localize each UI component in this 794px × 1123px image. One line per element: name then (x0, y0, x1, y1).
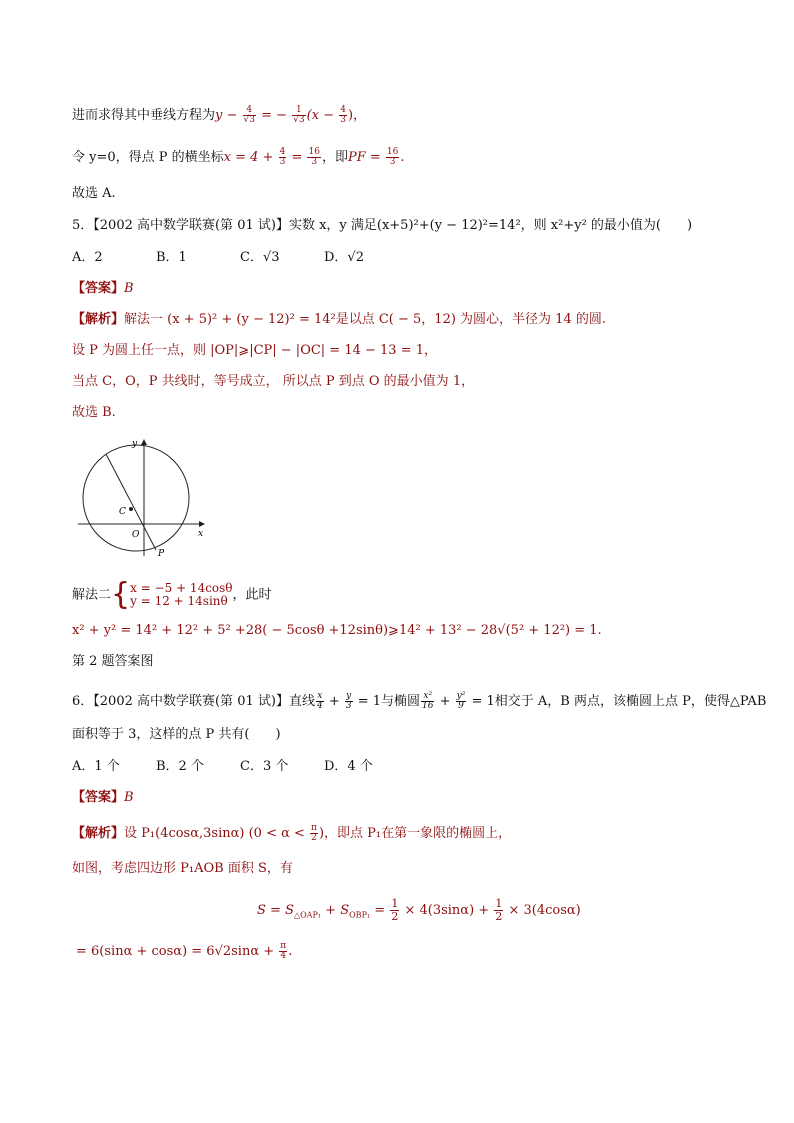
fraction: $\frac{y}{3}$ (345, 691, 352, 711)
fraction: $\frac{1}{2}$ (391, 897, 399, 923)
diameter-line (106, 454, 156, 550)
analysis-5-line-4: 故选 B. (72, 405, 116, 420)
perpendicular-bisector-line: 进而求得其中垂线方程为y − $\frac{4}{√3}$ = − $\frac{1}{√3}$ (x − $\frac{4}{3}$ )， (72, 105, 367, 125)
circle-figure (72, 436, 212, 560)
fraction: $\frac{4}{3}$ (279, 147, 286, 167)
analysis-5-line-3: 当点 C，O，P 共线时，等号成立， 所以点 P 到点 O 的最小值为 1， (72, 374, 475, 389)
option-b: B．1 (156, 250, 187, 265)
option-c: C．√3 (240, 250, 280, 265)
question-6-line-2: 面积等于 3，这样的点 P 共有( ) (72, 727, 281, 742)
fraction: $\frac{\pi}{4}$ (280, 941, 287, 961)
option-a: A．2 (72, 250, 103, 265)
analysis-label: 【解析】 (72, 312, 125, 327)
option-b: B．2 个 (156, 759, 204, 774)
analysis-5-line-2: 设 P 为圆上任一点，则 |OP|⩾|CP| − |OC| = 14 − 13 = 1， (72, 343, 438, 358)
point-p-x-coordinate-line: 令 y=0，得点 P 的横坐标x = 4 + $\frac{4}{3}$ = $\frac{16}{3}$ ，即PF = $\frac{16}{3}$ . (72, 147, 405, 167)
fraction: $\frac{16}{3}$ (386, 147, 399, 167)
answer-label: 【答案】 (72, 281, 125, 296)
analysis-6-line-1: 【解析】设 P₁(4cosα,3sinα) (0 < α < $\frac{\pi}{2}$ )，即点 P₁在第一象限的椭圆上， (72, 823, 512, 843)
fraction: $\frac{\text{y²}}{9}$ (456, 691, 466, 711)
fraction: $\frac{\pi}{2}$ (311, 823, 317, 843)
o-label: O (132, 530, 140, 540)
analysis-5-line-1: 【解析】解法一 (x + 5)² + (y − 12)² = 14²是以点 C( − 5，12) 为圆心，半径为 14 的圆. (72, 312, 606, 327)
p-label: P (158, 549, 165, 559)
choose-answer-a: 故选 A. (72, 186, 116, 201)
y-label: y (132, 439, 138, 449)
analysis-label: 【解析】 (72, 826, 125, 841)
area-formula: $S = S_{\triangle OAP_1} + S_{OBP_1}$ = $\frac{1}{2}$ × 4(3sinα) + $\frac{1}{2}$ × 3(4cosα) (257, 897, 581, 923)
x-label: x (198, 529, 204, 539)
question-6-line-1: 6．【2002 高中数学联赛(第 01 试)】直线 $\frac{x}{4}$ + $\frac{y}{3}$ = 1与椭圆 $\frac{\text{x²}}{16}$ + $\frac{\text{y²}}{9}$ = 1相交于 A，B 两点，该椭圆上点 P，使得△PAB (72, 691, 767, 711)
question-6-options (72, 759, 373, 775)
figure-caption: 第 2 题答案图 (72, 654, 154, 669)
option-c: C．3 个 (240, 759, 289, 774)
answer-label: 【答案】 (72, 790, 125, 805)
analysis-6-line-2: 如图，考虑四边形 P₁AOB 面积 S，有 (72, 861, 293, 876)
c-label: C (119, 507, 126, 517)
option-d: D．√2 (324, 250, 364, 265)
fraction: $\frac{1}{2}$ (495, 897, 503, 923)
answer-value: B (124, 790, 134, 805)
fraction: $\frac{4}{3}$ (340, 105, 346, 125)
analysis-5-method-2: 解法二{ x = −5 + 14cosθ y = 12 + 14sinθ ，此时 (72, 577, 272, 612)
center-point (129, 507, 133, 511)
fraction: $\frac{4}{√3}$ (243, 105, 255, 125)
analysis-5-method-2-result: x² + y² = 14² + 12² + 5² +28( − 5cosθ +12sinθ)⩾14² + 13² − 28√(5² + 12²) = 1. (72, 623, 602, 638)
question-5: 5．【2002 高中数学联赛(第 01 试)】实数 x，y 满足(x+5)²+(y − 12)²=14²，则 x²+y² 的最小值为( ) (72, 218, 693, 233)
fraction: $\frac{\text{x²}}{16}$ (422, 691, 434, 711)
parametric-system: x = −5 + 14cosθ y = 12 + 14sinθ (130, 581, 233, 608)
fraction: $\frac{1}{√3}$ (293, 105, 305, 125)
fraction: $\frac{x}{4}$ (316, 691, 323, 711)
brace: { (111, 577, 131, 612)
fraction: $\frac{16}{3}$ (308, 147, 320, 167)
option-d: D．4 个 (324, 759, 373, 774)
answer-6 (72, 790, 134, 806)
answer-5 (72, 281, 134, 297)
answer-value: B (124, 281, 134, 296)
question-5-options (72, 250, 364, 266)
area-simplified: = 6(sinα + cosα) = 6√2sinα + $\frac{\pi}{4}$ . (76, 941, 293, 961)
option-a: A．1 个 (72, 759, 120, 774)
